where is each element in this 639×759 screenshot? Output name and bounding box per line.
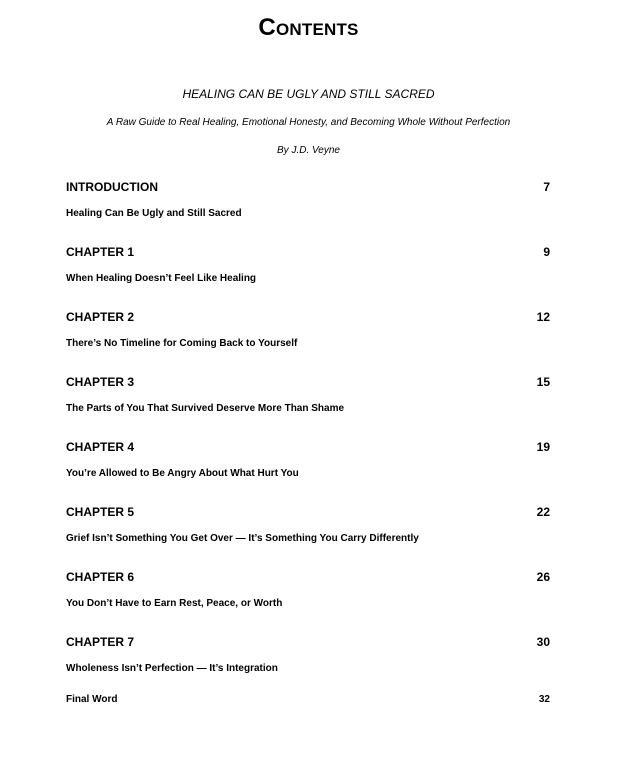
toc-entry-page: 22 <box>536 505 550 519</box>
toc-entry-heading <box>66 310 550 324</box>
toc-entry-description: You Don’t Have to Earn Rest, Peace, or Worth <box>66 598 283 609</box>
toc-entry-chapter-5[interactable] <box>66 505 550 570</box>
table-of-contents <box>66 180 550 700</box>
toc-entry-label: CHAPTER 2 <box>66 310 135 324</box>
toc-entry-label: CHAPTER 6 <box>66 570 135 584</box>
book-title: HEALING CAN BE UGLY AND STILL SACRED <box>182 87 435 101</box>
toc-entry-page: 12 <box>536 310 550 324</box>
toc-entry-description: Grief Isn’t Something You Get Over — It’s Something You Carry Differently <box>66 533 419 544</box>
toc-entry-description: There’s No Timeline for Coming Back to Yourself <box>66 338 298 349</box>
toc-entry-page: 19 <box>536 440 550 454</box>
toc-entry-heading <box>66 635 550 649</box>
toc-entry-label: CHAPTER 5 <box>66 505 135 519</box>
toc-entry-heading <box>66 375 550 389</box>
toc-final-label: Final Word <box>66 694 118 705</box>
toc-entry-chapter-3[interactable] <box>66 375 550 440</box>
toc-entry-heading <box>66 245 550 259</box>
toc-entry-description: You’re Allowed to Be Angry About What Hurt You <box>66 468 299 479</box>
toc-entry-chapter-4[interactable] <box>66 440 550 505</box>
toc-entry-page: 7 <box>543 180 550 194</box>
toc-entry-heading <box>66 440 550 454</box>
toc-entry-label: CHAPTER 1 <box>66 245 135 259</box>
book-subtitle: A Raw Guide to Real Healing, Emotional Honesty, and Becoming Whole Without Perfection <box>106 117 511 128</box>
book-author: By J.D. Veyne <box>277 145 340 156</box>
toc-entry-heading <box>66 570 550 584</box>
toc-entry-description: Wholeness Isn’t Perfection — It’s Integration <box>66 663 278 674</box>
toc-entry-page: 15 <box>536 375 550 389</box>
toc-entry-description: When Healing Doesn’t Feel Like Healing <box>66 273 257 284</box>
toc-entry-heading <box>66 180 550 194</box>
page-title: Contents <box>258 14 359 41</box>
toc-entry-description: The Parts of You That Survived Deserve More Than Shame <box>66 403 345 414</box>
toc-entry-chapter-7[interactable] <box>66 635 550 700</box>
toc-entry-label: CHAPTER 4 <box>66 440 135 454</box>
toc-entry-label: CHAPTER 3 <box>66 375 135 389</box>
toc-entry-description: Healing Can Be Ugly and Still Sacred <box>66 208 242 219</box>
toc-entry-final-word[interactable] <box>66 694 550 706</box>
toc-entry-page: 9 <box>543 245 550 259</box>
toc-entry-page: 26 <box>536 570 550 584</box>
toc-entry-label: INTRODUCTION <box>66 180 158 194</box>
toc-entry-page: 30 <box>536 635 550 649</box>
toc-entry-heading <box>66 505 550 519</box>
toc-entry-label: CHAPTER 7 <box>66 635 135 649</box>
toc-entry-chapter-6[interactable] <box>66 570 550 635</box>
toc-entry-chapter-1[interactable] <box>66 245 550 310</box>
toc-entry-introduction[interactable] <box>66 180 550 245</box>
toc-entry-chapter-2[interactable] <box>66 310 550 375</box>
toc-final-page: 32 <box>538 694 550 705</box>
